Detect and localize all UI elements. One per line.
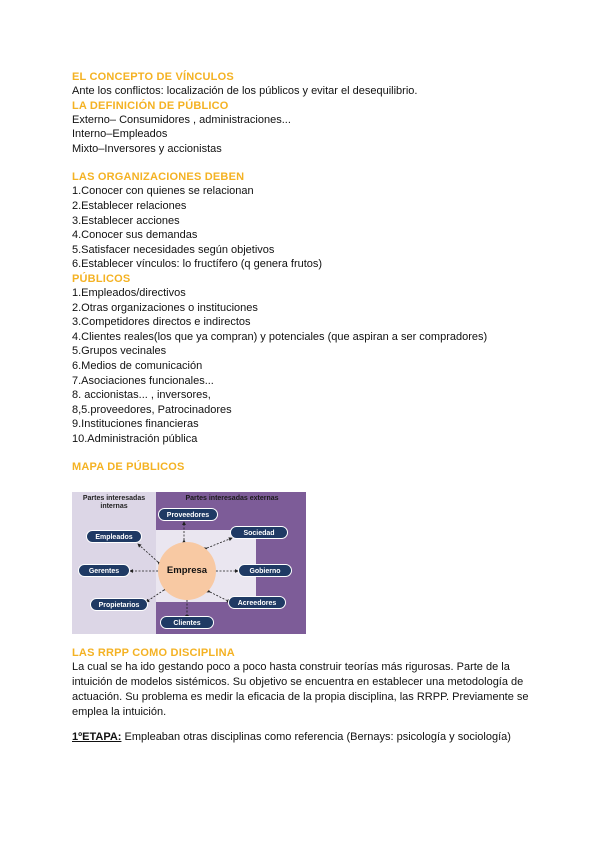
text-rrpp: La cual se ha ido gestando poco a poco hasta construir teorías más rigurosas. Parte de la intuición de modelos sistémicos. Su objetivo se encuentra en establecer una metodología de actuación. Su problema es medir la eficacia de la propia disciplina, las RRPP. Previamente se emplea la intuición. bbox=[72, 661, 529, 718]
organizaciones-line: 3.Establecer acciones bbox=[72, 214, 180, 227]
node-proveedores: Proveedores bbox=[158, 508, 218, 521]
node-gerentes: Gerentes bbox=[78, 564, 130, 577]
organizaciones-line: 5.Satisfacer necesidades según objetivos bbox=[72, 243, 275, 256]
organizaciones-line: 2.Establecer relaciones bbox=[72, 199, 187, 212]
definicion-line: Interno–Empleados bbox=[72, 128, 168, 141]
publicos-line: 5.Grupos vecinales bbox=[72, 345, 167, 358]
heading-mapa: MAPA DE PÚBLICOS bbox=[72, 461, 185, 474]
definicion-line: Externo– Consumidores , administraciones... bbox=[72, 113, 291, 126]
text-concepto: Ante los conflictos: localización de los públicos y evitar el desequilibrio. bbox=[72, 85, 418, 97]
heading-rrpp: LAS RRPP COMO DISCIPLINA bbox=[72, 647, 235, 660]
publicos-line: 2.Otras organizaciones o instituciones bbox=[72, 301, 258, 314]
publicos-line: 9.Instituciones financieras bbox=[72, 418, 199, 431]
heading-publicos: PÚBLICOS bbox=[72, 272, 131, 285]
definicion-line: Mixto–Inversores y accionistas bbox=[72, 142, 222, 155]
document-page bbox=[72, 70, 532, 744]
stakeholder-map bbox=[72, 492, 306, 636]
heading-organizaciones: LAS ORGANIZACIONES DEBEN bbox=[72, 171, 245, 184]
node-clientes: Clientes bbox=[160, 616, 214, 629]
publicos-line: 8. accionistas... , inversores, bbox=[72, 389, 211, 402]
node-propietarios: Propietarios bbox=[90, 598, 148, 611]
publicos-line: 3.Competidores directos e indirectos bbox=[72, 316, 251, 329]
publicos-line: 7.Asociaciones funcionales... bbox=[72, 374, 214, 387]
internal-header: Partes interesadas internas bbox=[82, 495, 146, 511]
organizaciones-line: 1.Conocer con quienes se relacionan bbox=[72, 185, 254, 198]
node-sociedad: Sociedad bbox=[230, 526, 288, 539]
etapa-paragraph bbox=[72, 730, 532, 745]
node-gobierno: Gobierno bbox=[238, 564, 292, 577]
organizaciones-line: 4.Conocer sus demandas bbox=[72, 229, 198, 242]
publicos-line: 1.Empleados/directivos bbox=[72, 286, 186, 299]
node-empleados: Empleados bbox=[86, 530, 142, 543]
heading-definicion: LA DEFINICIÓN DE PÚBLICO bbox=[72, 99, 229, 112]
heading-concepto: EL CONCEPTO DE VÍNCULOS bbox=[72, 71, 234, 83]
etapa-text: Empleaban otras disciplinas como referencia (Bernays: psicología y sociología) bbox=[121, 730, 511, 743]
node-acreedores: Acreedores bbox=[228, 596, 286, 609]
publicos-line: 6.Medios de comunicación bbox=[72, 359, 203, 372]
publicos-line: 10.Administración pública bbox=[72, 432, 198, 445]
external-header: Partes interesadas externas bbox=[185, 495, 279, 503]
publicos-line: 8,5.proveedores, Patrocinadores bbox=[72, 403, 232, 416]
node-empresa: Empresa bbox=[158, 542, 216, 600]
organizaciones-line: 6.Establecer vínculos: lo fructífero (q genera frutos) bbox=[72, 258, 323, 271]
etapa-label: 1ºETAPA: bbox=[72, 730, 122, 743]
publicos-line: 4.Clientes reales(los que ya compran) y potenciales (que aspiran a ser compradores) bbox=[72, 330, 488, 343]
